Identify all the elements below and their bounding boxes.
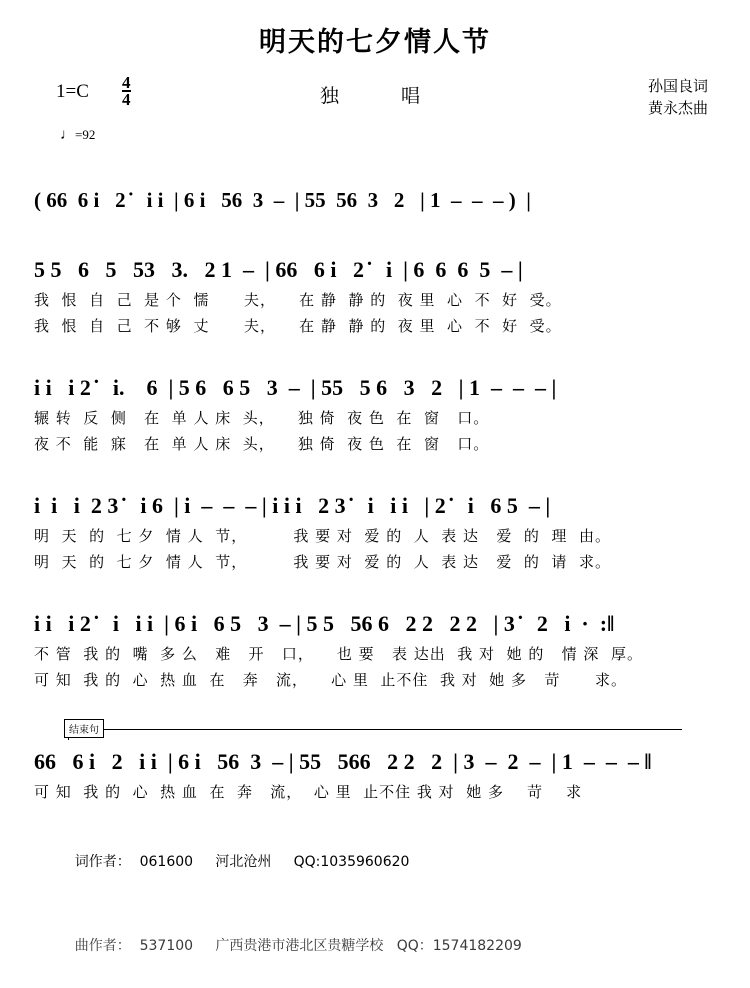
system-verse-2 (34, 363, 716, 457)
footer-label-lyricist: 词作者： (74, 854, 131, 870)
music-notation: 66 6 i 2 i i | 6 i 56 3 – | 55 566 2 2 2 | 3 – 2 – | 1 – – – ‖ (34, 749, 652, 774)
time-signature-denominator: 4 (122, 90, 131, 109)
tempo-value: =92 (75, 127, 96, 142)
lyric-coda: 可 知 我 的 心 热 血 在 奔 流， 心 里 止不住 我 对 她 多 苛 求 (34, 783, 583, 801)
system-verse-3 (34, 481, 716, 575)
time-signature (122, 75, 131, 107)
footer-place-lyricist: 河北沧州 (215, 854, 272, 870)
system-intro (34, 175, 716, 217)
lyric-verse-2: 我 恨 自 己 不 够 丈 夫， 在 静 静 的 夜 里 心 不 好 受。 (34, 317, 562, 335)
music-notation: 5 5 6 5 53 3. 2 1 – | 66 6 i 2 ̇ i | 6 6 6 5 – | (34, 257, 523, 282)
tempo-marking (60, 127, 95, 144)
performance-type: 独 唱 (320, 85, 449, 107)
system-verse-4 (34, 599, 716, 693)
footer-code-lyricist: 061600 (139, 854, 194, 870)
footer-lyricist-info (48, 820, 750, 904)
music-notation: i i i 2 3 ̇ i 6 | i – – – | i i i 2 3 ̇ i i i | 2 ̇ i 6 5 – | (34, 493, 551, 518)
lyric-verse-1: 我 恨 自 己 是 个 懦 夫， 在 静 静 的 夜 里 心 不 好 受。 (34, 291, 562, 309)
footer-qq-lyricist: QQ:1035960620 (293, 854, 410, 870)
footer-composer-info (48, 904, 750, 988)
lyric-verse-2: 明 天 的 七 夕 情 人 节， 我 要 对 爱 的 人 表 达 爱 的 请 求。 (34, 553, 611, 571)
coda-bracket (68, 729, 682, 740)
composer-credit: 黄永杰曲 (647, 99, 708, 117)
lyric-verse-1: 辗 转 反 侧 在 单 人 床 头， 独 倚 夜 色 在 窗 口。 (34, 409, 490, 427)
page-title: 明天的七夕情人节 (259, 27, 491, 58)
lyricist-credit: 孙国良词 (647, 77, 708, 95)
key-signature: 1=C (56, 81, 89, 102)
music-notation: ( 66 6 i 2 ̇ i i | 6 i 56 3 – | 55 56 3 2 | 1 – – – ) | (34, 188, 531, 212)
footer-qq-composer: QQ：1574182209 (396, 938, 522, 954)
system-coda (34, 723, 716, 805)
footer-label-composer: 曲作者： (74, 938, 131, 954)
footer-place-composer: 广西贵港市港北区贵糖学校 (215, 938, 384, 954)
lyric-verse-2: 夜 不 能 寐 在 单 人 床 头， 独 倚 夜 色 在 窗 口。 (34, 435, 490, 453)
music-notation: i i i 2 ̇ i. 6 | 5 6 6 5 3 – | 55 5 6 3 2 | 1 – – – | (34, 375, 557, 400)
system-verse-1 (34, 245, 716, 339)
music-notation: i i i 2 ̇ i i i | 6 i 6 5 3 – | 5 5 56 6 2 2 2 2 | 3 ̇ 2 i · :‖ (34, 611, 615, 636)
credits (648, 75, 708, 119)
lyric-verse-2: 可 知 我 的 心 热 血 在 奔 流， 心 里 止不住 我 对 她 多 苛 求。 (34, 671, 627, 689)
score-header (0, 75, 750, 155)
time-signature-numerator: 4 (122, 73, 131, 92)
quarter-note-icon: ♩ (60, 127, 75, 143)
coda-label: 结束句 (64, 719, 104, 738)
page-footer (0, 820, 750, 988)
lyric-verse-1: 不 管 我 的 嘴 多 么 难 开 口， 也 要 表 达出 我 对 她 的 情 深 厚。 (34, 645, 643, 663)
footer-code-composer: 537100 (139, 938, 194, 954)
lyric-verse-1: 明 天 的 七 夕 情 人 节， 我 要 对 爱 的 人 表 达 爱 的 理 由。 (34, 527, 611, 545)
